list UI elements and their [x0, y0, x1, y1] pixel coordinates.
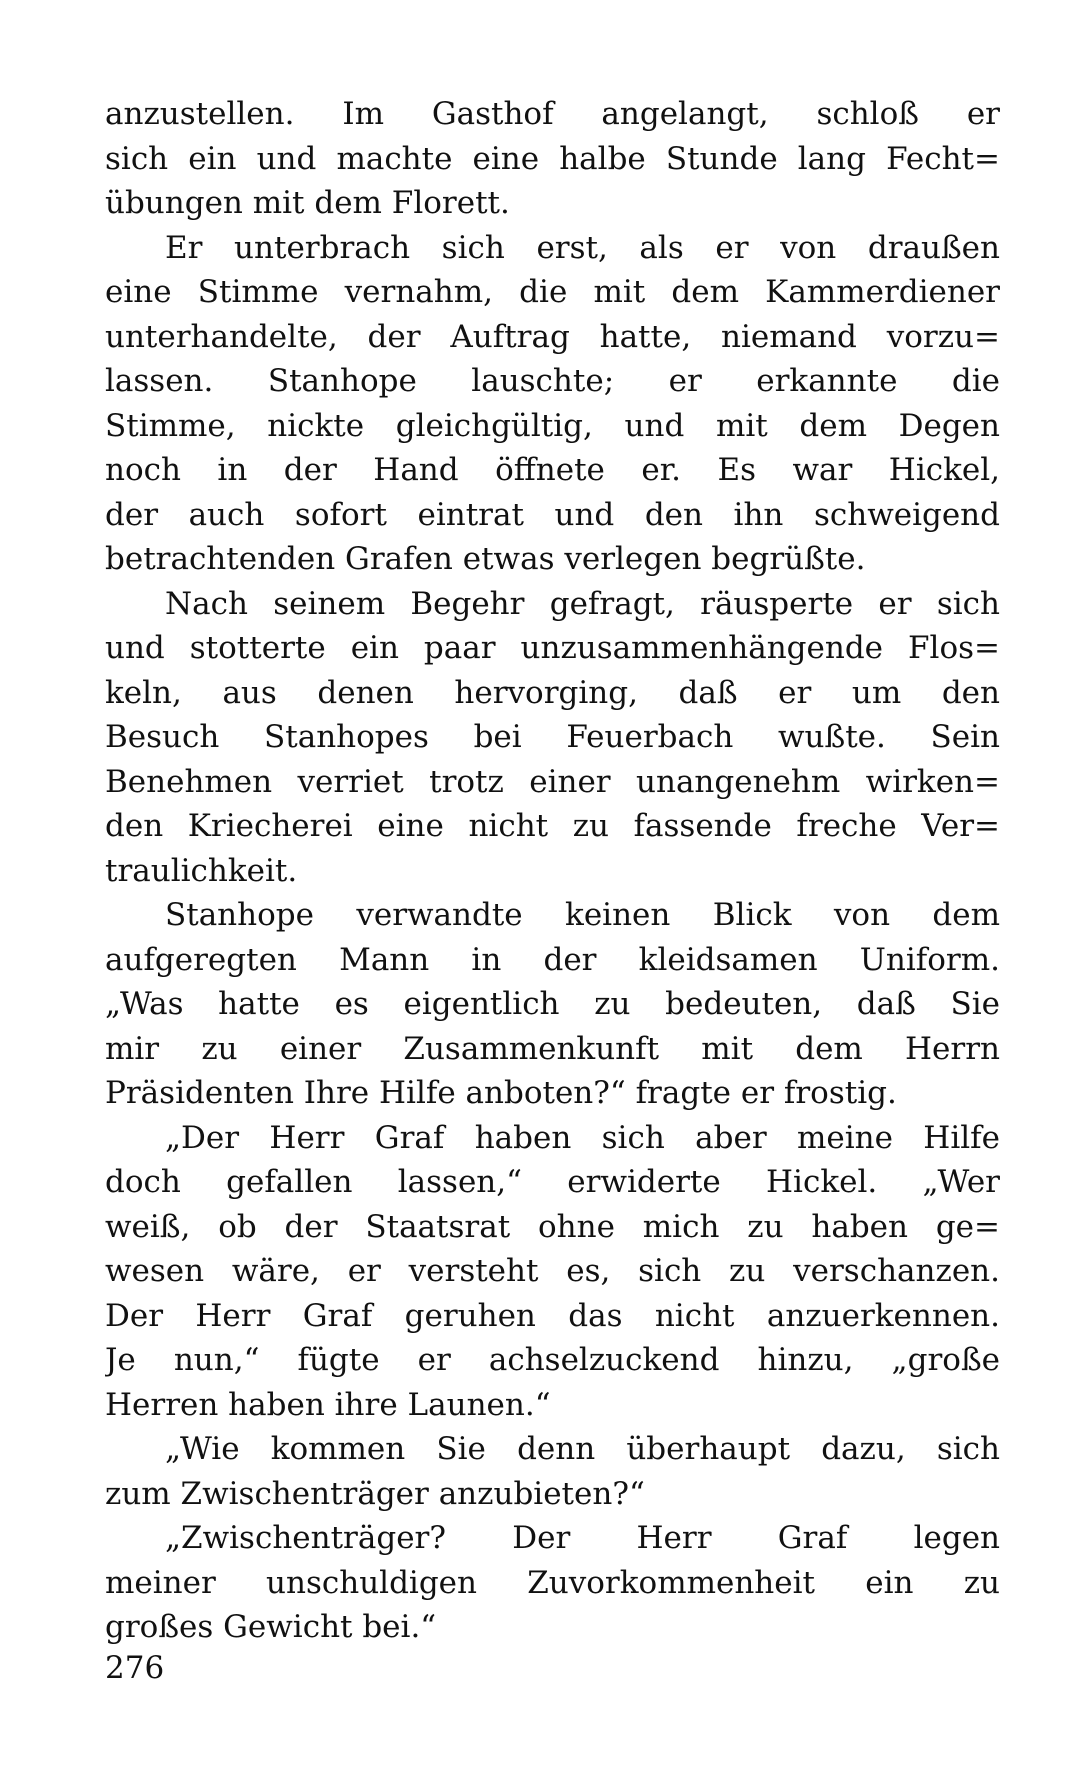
text-line: Herren haben ihre Launen.“ [105, 1386, 551, 1423]
text-line: anzustellen. Im Gasthof angelangt, schloß er [105, 96, 1000, 132]
text-line: keln, aus denen hervorging, daß er um den [105, 674, 1000, 711]
text-line: lassen. Stanhope lauschte; er erkannte die [105, 363, 1000, 399]
text-line: meiner unschuldigen Zuvorkommenheit ein zu [105, 1564, 1000, 1601]
text-line: „Was hatte es eigentlich zu bedeuten, daß Sie [105, 986, 1000, 1022]
text-line: übungen mit dem Florett. [105, 185, 510, 221]
text-line: zum Zwischenträger anzubieten?“ [105, 1475, 645, 1512]
text-line: „Wie kommen Sie denn überhaupt dazu, sich [165, 1431, 1000, 1467]
text-line: Der Herr Graf geruhen das nicht anzuerkennen. [105, 1297, 1000, 1334]
text-line: großes Gewicht bei.“ [105, 1609, 437, 1645]
text-line: doch gefallen lassen,“ erwiderte Hickel. „Wer [105, 1164, 1000, 1200]
text-line: der auch sofort eintrat und den ihn schweigend [105, 496, 1000, 533]
page-body-text [105, 92, 1000, 1650]
text-line: und stotterte ein paar unzusammenhängende Flos= [105, 630, 1000, 666]
text-line: Präsidenten Ihre Hilfe anboten?“ fragte er frostig. [105, 1075, 897, 1111]
text-line: unterhandelte, der Auftrag hatte, niemand vorzu= [105, 318, 1000, 355]
text-line: noch in der Hand öffnete er. Es war Hickel, [105, 452, 1000, 488]
text-line: aufgeregten Mann in der kleidsamen Uniform. [105, 941, 1000, 978]
text-line: weiß, ob der Staatsrat ohne mich zu haben ge= [105, 1208, 1000, 1245]
text-line: Besuch Stanhopes bei Feuerbach wußte. Sein [105, 719, 1000, 755]
text-line: wesen wäre, er versteht es, sich zu verschanzen. [105, 1253, 1000, 1289]
text-line: Stimme, nickte gleichgültig, und mit dem Degen [105, 407, 1000, 444]
text-line: sich ein und machte eine halbe Stunde lang Fecht= [105, 140, 1000, 177]
text-line: Stanhope verwandte keinen Blick von dem [165, 897, 1000, 933]
text-line: mir zu einer Zusammenkunft mit dem Herrn [105, 1030, 1000, 1067]
text-line: betrachtenden Grafen etwas verlegen begrüßte. [105, 541, 866, 577]
text-line: Er unterbrach sich erst, als er von draußen [165, 229, 1000, 266]
text-line: „Der Herr Graf haben sich aber meine Hilfe [165, 1119, 1000, 1156]
text-line: eine Stimme vernahm, die mit dem Kammerdiener [105, 274, 1000, 310]
page-number: 276 [105, 1650, 165, 1686]
text-line: Je nun,“ fügte er achselzuckend hinzu, „große [105, 1342, 1000, 1378]
text-line: den Kriecherei eine nicht zu fassende freche Ver= [105, 808, 1000, 844]
text-line: „Zwischenträger? Der Herr Graf legen [165, 1520, 1000, 1556]
text-line: Benehmen verriet trotz einer unangenehm wirken= [105, 763, 1000, 800]
text-line: Nach seinem Begehr gefragt, räusperte er sich [165, 585, 1000, 622]
text-line: traulichkeit. [105, 852, 298, 889]
